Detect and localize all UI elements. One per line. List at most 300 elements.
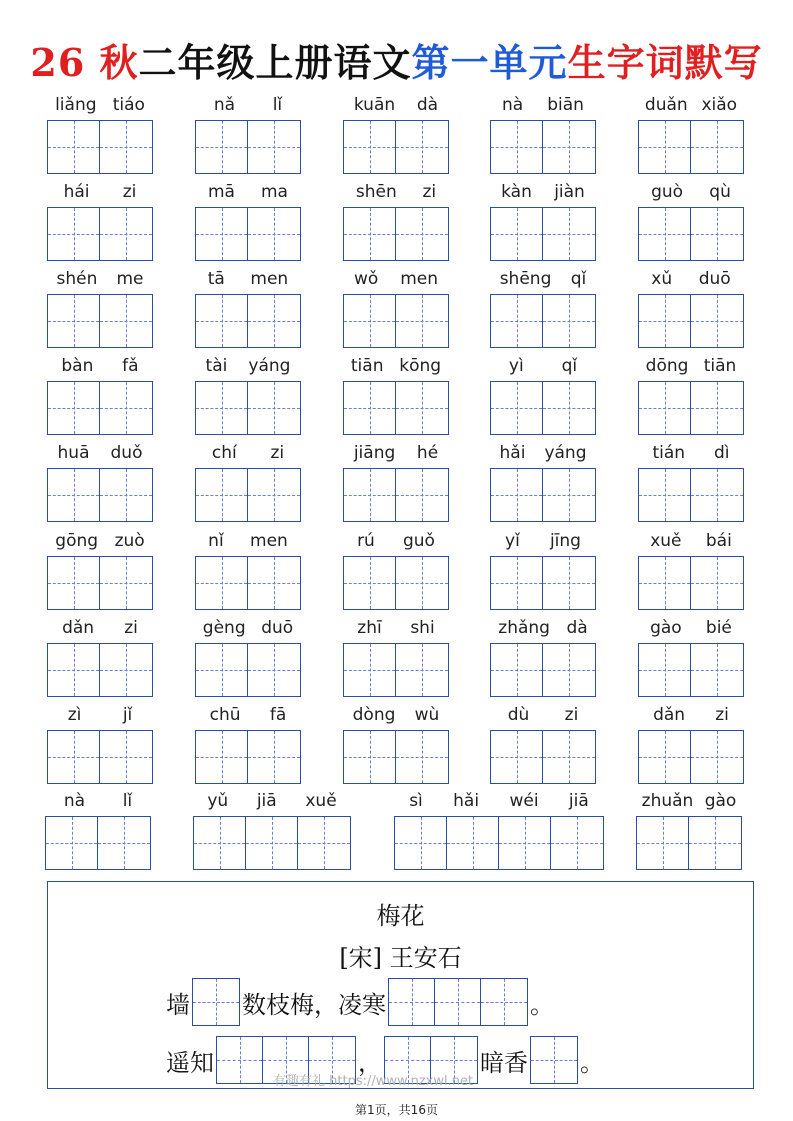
title-segment: 26 秋 [30, 40, 139, 85]
pinyin-syllable: duō [261, 618, 294, 638]
tianzige-cell[interactable] [48, 295, 100, 347]
tianzige-boxes[interactable] [47, 294, 153, 348]
tianzige-boxes[interactable] [195, 294, 301, 348]
tianzige-cell[interactable] [639, 469, 691, 521]
pinyin-row [638, 268, 744, 290]
tianzige-cell[interactable] [639, 295, 691, 347]
tianzige-cell[interactable] [100, 557, 152, 609]
tianzige-cell[interactable] [248, 557, 300, 609]
tianzige-cell[interactable] [491, 469, 543, 521]
tianzige-cell[interactable] [543, 644, 595, 696]
word-item [638, 530, 744, 612]
pinyin-syllable: dà [566, 618, 588, 638]
pinyin-row [195, 442, 301, 464]
tianzige-cell[interactable] [543, 469, 595, 521]
pinyin-syllable: nà [502, 95, 524, 115]
tianzige-boxes[interactable] [490, 294, 596, 348]
tianzige-boxes[interactable] [490, 207, 596, 261]
pinyin-syllable: kuān [353, 95, 396, 115]
word-item [394, 790, 604, 872]
word-item [636, 790, 742, 872]
pinyin-syllable: wéi [509, 791, 539, 811]
pinyin-row [47, 530, 153, 552]
tianzige-cell[interactable] [499, 817, 551, 869]
pinyin-syllable: chū [209, 705, 241, 725]
tianzige-boxes[interactable] [343, 120, 449, 174]
pinyin-syllable: zhī [357, 618, 382, 638]
tianzige-cell[interactable] [396, 557, 448, 609]
tianzige-cell[interactable] [491, 644, 543, 696]
word-item [47, 181, 153, 263]
pinyin-syllable: xǔ [651, 269, 673, 289]
tianzige-cell[interactable] [639, 382, 691, 434]
tianzige-cell[interactable] [691, 557, 743, 609]
tianzige-cell[interactable] [396, 382, 448, 434]
pinyin-syllable: kōng [399, 356, 442, 376]
pinyin-syllable: shi [410, 618, 435, 638]
tianzige-boxes[interactable] [195, 120, 301, 174]
pinyin-row [490, 530, 596, 552]
tianzige-boxes[interactable] [638, 381, 744, 435]
tianzige-cell[interactable] [248, 469, 300, 521]
tianzige-boxes[interactable] [638, 468, 744, 522]
pinyin-syllable: tài [205, 356, 228, 376]
tianzige-cell[interactable] [248, 295, 300, 347]
tianzige-cell[interactable] [491, 731, 543, 783]
tianzige-cell[interactable] [48, 469, 100, 521]
pinyin-syllable: nà [63, 791, 86, 811]
pinyin-syllable: yáng [248, 356, 291, 376]
tianzige-cell[interactable] [196, 295, 248, 347]
tianzige-boxes[interactable] [47, 381, 153, 435]
tianzige-boxes[interactable] [343, 730, 449, 784]
tianzige-cell[interactable] [691, 644, 743, 696]
word-item [343, 94, 449, 176]
pinyin-syllable: chí [211, 443, 237, 463]
tianzige-cell[interactable] [639, 557, 691, 609]
pinyin-row [195, 530, 301, 552]
poem-box [47, 881, 754, 1089]
tianzige-boxes[interactable] [490, 556, 596, 610]
tianzige-cell[interactable] [100, 208, 152, 260]
poem-text: 遥知 [166, 1048, 214, 1077]
pinyin-row [47, 442, 153, 464]
tianzige-cell[interactable] [196, 469, 248, 521]
pinyin-syllable: yì [508, 356, 524, 376]
word-item [638, 442, 744, 524]
pinyin-syllable: jiāng [353, 443, 396, 463]
pinyin-row [195, 181, 301, 203]
tianzige-boxes[interactable] [343, 556, 449, 610]
word-item [638, 268, 744, 350]
tianzige-cell[interactable] [48, 121, 100, 173]
tianzige-cell[interactable] [48, 382, 100, 434]
tianzige-cell[interactable] [396, 121, 448, 173]
tianzige-cell[interactable] [543, 557, 595, 609]
pinyin-syllable: duō [698, 269, 731, 289]
pinyin-syllable: bàn [61, 356, 94, 376]
tianzige-cell[interactable] [48, 731, 100, 783]
tianzige-cell[interactable] [396, 731, 448, 783]
word-item [47, 617, 153, 699]
tianzige-boxes[interactable] [638, 207, 744, 261]
tianzige-cell[interactable] [543, 382, 595, 434]
pinyin-row [490, 442, 596, 464]
tianzige-cell[interactable] [344, 469, 396, 521]
pinyin-syllable: dù [507, 705, 530, 725]
tianzige-cell[interactable] [100, 469, 152, 521]
tianzige-cell[interactable] [194, 817, 246, 869]
pinyin-syllable: zhuǎn [641, 791, 694, 811]
tianzige-boxes[interactable] [490, 643, 596, 697]
word-item [490, 268, 596, 350]
pinyin-syllable: men [250, 269, 289, 289]
word-item [490, 617, 596, 699]
tianzige-cell[interactable] [100, 731, 152, 783]
tianzige-cell[interactable] [691, 295, 743, 347]
pinyin-row [343, 181, 449, 203]
tianzige-cell[interactable] [248, 382, 300, 434]
tianzige-cell[interactable] [691, 731, 743, 783]
tianzige-cell[interactable] [298, 817, 350, 869]
pinyin-row [638, 355, 744, 377]
pinyin-syllable: qǐ [570, 269, 587, 289]
tianzige-boxes[interactable] [638, 294, 744, 348]
tianzige-boxes[interactable] [343, 643, 449, 697]
tianzige-cell[interactable] [543, 295, 595, 347]
pinyin-syllable: me [116, 269, 144, 289]
tianzige-boxes[interactable] [490, 730, 596, 784]
pinyin-syllable: jǐ [122, 705, 133, 725]
word-item [490, 530, 596, 612]
pinyin-syllable: zì [67, 705, 82, 725]
pinyin-row [343, 530, 449, 552]
word-item [45, 790, 151, 872]
pinyin-syllable: guò [651, 182, 684, 202]
tianzige-cell[interactable] [246, 817, 298, 869]
tianzige-cell[interactable] [248, 731, 300, 783]
tianzige-cell[interactable] [344, 731, 396, 783]
word-item [490, 181, 596, 263]
pinyin-row [195, 94, 301, 116]
tianzige-boxes[interactable] [394, 816, 604, 870]
poem-text: 暗香 [480, 1048, 528, 1077]
watermark: 有趣有礼 https://www.nzxwl.net [273, 1074, 474, 1089]
tianzige-boxes[interactable] [343, 468, 449, 522]
word-item [343, 181, 449, 263]
tianzige-cell[interactable] [46, 817, 98, 869]
poem-text: 。 [580, 1048, 604, 1077]
pinyin-row [490, 355, 596, 377]
pinyin-row [47, 268, 153, 290]
tianzige-boxes[interactable] [636, 816, 742, 870]
pinyin-syllable: nǎ [213, 95, 236, 115]
tianzige-boxes[interactable] [490, 468, 596, 522]
pinyin-row [343, 94, 449, 116]
word-item [195, 530, 301, 612]
tianzige-cell[interactable] [396, 208, 448, 260]
word-item [490, 94, 596, 176]
tianzige-boxes[interactable] [47, 207, 153, 261]
answer-box[interactable] [192, 978, 240, 1026]
tianzige-boxes[interactable] [47, 643, 153, 697]
word-item [195, 94, 301, 176]
poem-title: 梅花 [376, 902, 425, 930]
pinyin-syllable: zi [715, 705, 729, 725]
tianzige-cell[interactable] [543, 731, 595, 783]
tianzige-cell[interactable] [689, 817, 741, 869]
tianzige-boxes[interactable] [195, 207, 301, 261]
word-item [47, 704, 153, 786]
pinyin-row [638, 181, 744, 203]
title-segment: 二年级上册语文 [138, 40, 412, 85]
tianzige-cell[interactable] [248, 644, 300, 696]
pinyin-syllable: hǎi [453, 791, 480, 811]
tianzige-cell[interactable] [344, 382, 396, 434]
tianzige-cell[interactable] [100, 295, 152, 347]
tianzige-boxes[interactable] [638, 643, 744, 697]
tianzige-boxes[interactable] [45, 816, 151, 870]
pinyin-row [343, 355, 449, 377]
pinyin-row [343, 442, 449, 464]
tianzige-cell[interactable] [48, 557, 100, 609]
tianzige-boxes[interactable] [195, 730, 301, 784]
pinyin-syllable: ma [261, 182, 288, 202]
pinyin-syllable: xuě [650, 531, 682, 551]
tianzige-boxes[interactable] [343, 294, 449, 348]
tianzige-boxes[interactable] [47, 730, 153, 784]
tianzige-cell[interactable] [491, 121, 543, 173]
pinyin-syllable: biān [547, 95, 584, 115]
pinyin-row [638, 530, 744, 552]
word-item [343, 355, 449, 437]
pinyin-syllable: nǐ [208, 531, 224, 551]
word-item [638, 94, 744, 176]
word-item [47, 442, 153, 524]
answer-box[interactable] [388, 978, 528, 1026]
pinyin-syllable: zi [124, 618, 138, 638]
pinyin-syllable: dǎn [62, 618, 95, 638]
word-item [343, 530, 449, 612]
tianzige-cell[interactable] [491, 208, 543, 260]
tianzige-cell[interactable] [639, 208, 691, 260]
pinyin-row [45, 790, 151, 812]
pinyin-row [343, 704, 449, 726]
tianzige-cell[interactable] [196, 644, 248, 696]
tianzige-cell[interactable] [248, 121, 300, 173]
tianzige-cell[interactable] [639, 731, 691, 783]
tianzige-boxes[interactable] [195, 556, 301, 610]
tianzige-boxes[interactable] [47, 556, 153, 610]
pinyin-syllable: zi [122, 182, 137, 202]
tianzige-boxes[interactable] [490, 120, 596, 174]
pinyin-syllable: yáng [544, 443, 587, 463]
pinyin-row [490, 181, 596, 203]
tianzige-cell[interactable] [100, 121, 152, 173]
pinyin-syllable: shén [56, 269, 98, 289]
pinyin-syllable: men [400, 269, 439, 289]
tianzige-cell[interactable] [98, 817, 150, 869]
pinyin-row [47, 94, 153, 116]
pinyin-row [47, 704, 153, 726]
pinyin-syllable: fǎ [122, 356, 139, 376]
pinyin-row [638, 617, 744, 639]
tianzige-cell[interactable] [196, 121, 248, 173]
tianzige-cell[interactable] [396, 295, 448, 347]
pinyin-syllable: yǐ [505, 531, 520, 551]
tianzige-cell[interactable] [691, 121, 743, 173]
tianzige-cell[interactable] [691, 469, 743, 521]
tianzige-boxes[interactable] [47, 468, 153, 522]
pinyin-row [195, 355, 301, 377]
poem-text: 数枝梅，凌寒 [242, 990, 386, 1019]
pinyin-row [490, 94, 596, 116]
word-item [343, 442, 449, 524]
pinyin-syllable: men [250, 531, 288, 551]
pinyin-syllable: dòng [352, 705, 396, 725]
tianzige-cell[interactable] [396, 644, 448, 696]
tianzige-cell[interactable] [491, 557, 543, 609]
tianzige-cell[interactable] [248, 208, 300, 260]
tianzige-boxes[interactable] [343, 381, 449, 435]
tianzige-boxes[interactable] [638, 556, 744, 610]
pinyin-row [490, 704, 596, 726]
tianzige-boxes[interactable] [638, 730, 744, 784]
pinyin-syllable: sì [409, 791, 423, 811]
pinyin-row [490, 617, 596, 639]
tianzige-cell[interactable] [691, 208, 743, 260]
pinyin-syllable: zi [564, 705, 579, 725]
poem-text: ， [358, 1048, 382, 1077]
pinyin-row [636, 790, 742, 812]
pinyin-syllable: gèng [202, 618, 246, 638]
pinyin-syllable: gào [650, 618, 682, 638]
word-item [195, 617, 301, 699]
pinyin-syllable: liǎng [55, 95, 97, 115]
tianzige-cell[interactable] [196, 557, 248, 609]
tianzige-boxes[interactable] [343, 207, 449, 261]
pinyin-syllable: dōng [645, 356, 689, 376]
pinyin-row [195, 704, 301, 726]
pinyin-row [490, 268, 596, 290]
pinyin-syllable: tiān [703, 356, 737, 376]
pinyin-syllable: jiàn [554, 182, 585, 202]
answer-box[interactable] [530, 1036, 578, 1084]
word-item [193, 790, 351, 872]
word-item [343, 617, 449, 699]
tianzige-cell[interactable] [196, 731, 248, 783]
pinyin-syllable: duǒ [110, 443, 143, 463]
pinyin-syllable: kàn [501, 182, 532, 202]
tianzige-cell[interactable] [551, 817, 603, 869]
tianzige-cell[interactable] [396, 469, 448, 521]
tianzige-cell[interactable] [344, 295, 396, 347]
pinyin-syllable: guǒ [402, 531, 435, 551]
tianzige-boxes[interactable] [195, 381, 301, 435]
word-item [343, 268, 449, 350]
tianzige-boxes[interactable] [47, 120, 153, 174]
tianzige-boxes[interactable] [195, 643, 301, 697]
tianzige-cell[interactable] [344, 644, 396, 696]
pinyin-row [193, 790, 351, 812]
pinyin-syllable: qù [709, 182, 731, 202]
word-item [490, 355, 596, 437]
tianzige-cell[interactable] [639, 121, 691, 173]
tianzige-cell[interactable] [344, 208, 396, 260]
tianzige-cell[interactable] [543, 208, 595, 260]
tianzige-cell[interactable] [491, 295, 543, 347]
pinyin-row [195, 268, 301, 290]
pinyin-syllable: tā [207, 269, 225, 289]
pinyin-syllable: zuò [114, 531, 145, 551]
word-item [195, 268, 301, 350]
tianzige-cell[interactable] [447, 817, 499, 869]
tianzige-cell[interactable] [100, 644, 152, 696]
tianzige-cell[interactable] [691, 382, 743, 434]
word-item [47, 268, 153, 350]
pinyin-syllable: tiān [350, 356, 384, 376]
tianzige-cell[interactable] [196, 382, 248, 434]
word-item [638, 181, 744, 263]
pinyin-syllable: rú [357, 531, 375, 551]
pinyin-row [195, 617, 301, 639]
pinyin-syllable: dì [714, 443, 730, 463]
title-segment: 第一单元 [411, 40, 568, 85]
pinyin-syllable: lǐ [272, 95, 283, 115]
poem-author: [宋] 王安石 [339, 944, 462, 972]
tianzige-cell[interactable] [639, 644, 691, 696]
pinyin-syllable: wù [414, 705, 440, 725]
tianzige-boxes[interactable] [193, 816, 351, 870]
poem-line-1 [166, 978, 554, 1026]
tianzige-cell[interactable] [48, 644, 100, 696]
pinyin-syllable: jīng [549, 531, 581, 551]
pinyin-syllable: bié [705, 618, 732, 638]
pinyin-row [47, 617, 153, 639]
word-item [490, 442, 596, 524]
tianzige-cell[interactable] [491, 382, 543, 434]
pinyin-syllable: xuě [305, 791, 337, 811]
tianzige-boxes[interactable] [490, 381, 596, 435]
tianzige-boxes[interactable] [195, 468, 301, 522]
tianzige-cell[interactable] [100, 382, 152, 434]
tianzige-boxes[interactable] [638, 120, 744, 174]
word-item [47, 355, 153, 437]
tianzige-cell[interactable] [344, 557, 396, 609]
title-segment: 生字词默写 [567, 40, 763, 85]
pinyin-syllable: mā [208, 182, 235, 202]
pinyin-row [343, 268, 449, 290]
word-item [638, 617, 744, 699]
tianzige-cell[interactable] [344, 121, 396, 173]
pinyin-syllable: qǐ [561, 356, 578, 376]
tianzige-cell[interactable] [543, 121, 595, 173]
pinyin-syllable: xiǎo [701, 95, 738, 115]
word-item [47, 94, 153, 176]
pinyin-syllable: lǐ [122, 791, 133, 811]
tianzige-cell[interactable] [48, 208, 100, 260]
tianzige-cell[interactable] [196, 208, 248, 260]
pinyin-syllable: jiā [256, 791, 277, 811]
tianzige-cell[interactable] [395, 817, 447, 869]
word-item [195, 181, 301, 263]
poem-text: 。 [530, 990, 554, 1019]
pinyin-syllable: hé [416, 443, 439, 463]
tianzige-cell[interactable] [637, 817, 689, 869]
pinyin-syllable: dǎn [653, 705, 686, 725]
pinyin-syllable: gào [704, 791, 737, 811]
pinyin-syllable: dà [416, 95, 439, 115]
